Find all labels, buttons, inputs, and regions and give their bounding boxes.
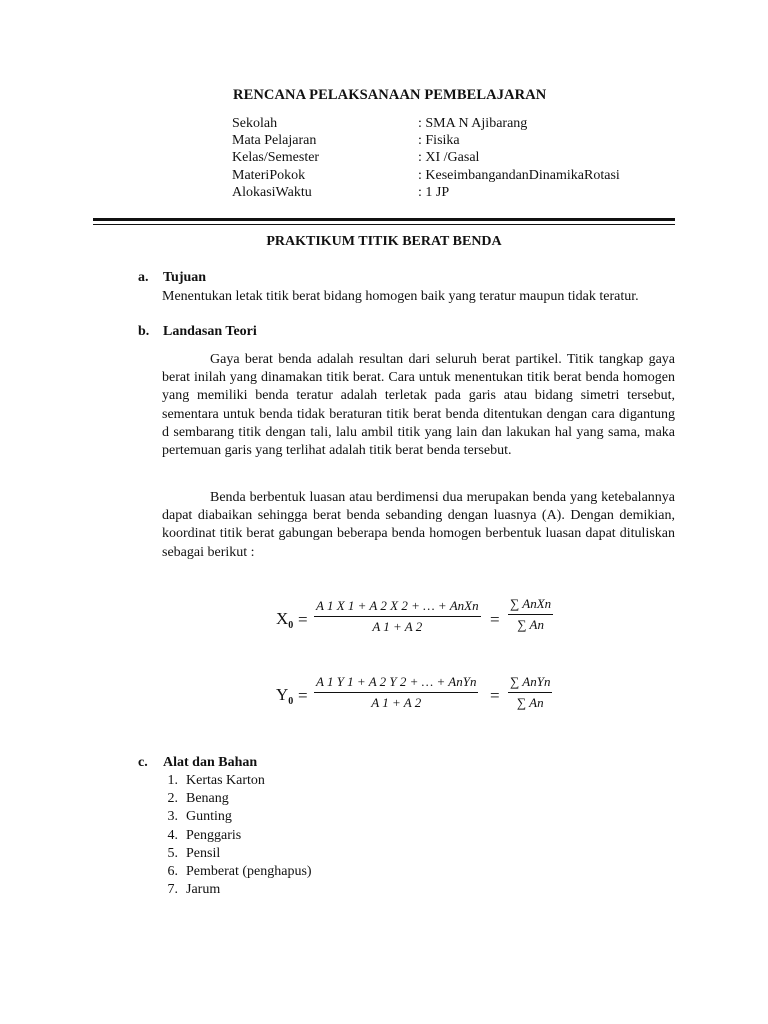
list-item-text: Pemberat (penghapus) — [186, 863, 312, 879]
section-heading-text: Alat dan Bahan — [163, 755, 258, 770]
meta-label: Kelas/Semester — [232, 150, 320, 166]
formula-sum-fraction — [508, 596, 553, 633]
fraction-denominator: ∑ An — [517, 617, 544, 632]
formula-x0 — [276, 592, 606, 648]
meta-value: : XI /Gasal — [418, 150, 480, 166]
list-item-text: Penggaris — [186, 827, 242, 843]
fraction-numerator: A 1 X 1 + A 2 X 2 + … + AnXn — [316, 598, 479, 613]
list-item-text: Benang — [186, 791, 229, 807]
formula-lhs: $Y_0$ — [276, 684, 294, 708]
section-heading-text: Landasan Teori — [163, 324, 257, 339]
section-letter: a. — [138, 270, 149, 285]
fraction-denominator: A 1 + A 2 — [371, 695, 422, 710]
meta-value: : KeseimbangandanDinamikaRotasi — [418, 167, 620, 183]
formula-sum-fraction — [508, 674, 552, 711]
equals-sign: = — [490, 610, 500, 629]
list-item-text: Kertas Karton — [186, 773, 265, 788]
tujuan-text: Menentukan letak titik berat bidang homogen baik yang teratur maupun tidak teratur. — [162, 289, 639, 304]
formula-lhs: $X_0$ — [276, 608, 294, 632]
meta-value: : 1 JP — [418, 184, 450, 200]
meta-value: : Fisika — [418, 133, 460, 149]
list-item-text: Pensil — [186, 845, 221, 861]
list-item-text: Jarum — [186, 882, 221, 898]
fraction-denominator: A 1 + A 2 — [372, 619, 423, 634]
fraction-denominator: ∑ An — [516, 695, 544, 710]
list-item-number: 7. — [167, 882, 178, 898]
equals-sign: = — [490, 686, 500, 705]
landasan-paragraph-1: Gaya berat benda adalah resultan dari seluruh berat partikel. Titik tangkap gaya berat inilah yang dinamakan titik berat. Cara untuk menentukan titik berat benda homogen yang memiliki benda teratur adalah terletak pada garis atau bidang simetri tersebut, sementara untuk benda tidak beraturan titik berat benda ditentukan dengan cara digantung d sembarang titik dengan tali, lalu ambil titik yang lain dan lakukan hal yang sama, maka pertemuan garis yang terlihat adalah titik berat benda tersebut. — [162, 352, 675, 459]
list-item-number: 4. — [167, 827, 178, 843]
section-letter: c. — [138, 755, 148, 770]
landasan-paragraph-2: Benda berbentuk luasan atau berdimensi dua merupakan benda yang ketebalannya dapat diabaikan sehingga berat benda sebanding dengan luasnya (A). Dengan demikian, koordinat titik berat gabungan beberapa benda homogen berbentuk luasan dapat dituliskan sebagai berikut : — [162, 490, 675, 560]
header-divider-thin — [93, 224, 675, 225]
list-item-number: 2. — [167, 791, 178, 807]
formula-y0 — [276, 668, 606, 724]
meta-label: AlokasiWaktu — [232, 184, 312, 200]
list-item-text: Gunting — [186, 809, 232, 825]
list-item-number: 3. — [167, 809, 178, 825]
meta-value: : SMA N Ajibarang — [418, 116, 528, 131]
list-item-number: 5. — [167, 845, 178, 861]
equals-sign: = — [298, 610, 308, 629]
formula-fraction — [314, 598, 481, 635]
section-heading-text: Tujuan — [163, 270, 207, 285]
section-title: PRAKTIKUM TITIK BERAT BENDA — [266, 234, 502, 249]
fraction-numerator: ∑ AnYn — [510, 674, 551, 689]
list-item-number: 6. — [167, 863, 178, 879]
meta-label: Mata Pelajaran — [232, 133, 317, 149]
list-item-number: 1. — [167, 773, 178, 788]
meta-label: MateriPokok — [232, 167, 306, 183]
meta-label: Sekolah — [232, 116, 278, 131]
fraction-numerator: ∑ AnXn — [510, 596, 552, 611]
header-divider-thick — [93, 218, 675, 221]
fraction-numerator: A 1 Y 1 + A 2 Y 2 + … + AnYn — [316, 674, 477, 689]
formula-fraction — [314, 674, 478, 711]
equals-sign: = — [298, 686, 308, 705]
document-title: RENCANA PELAKSANAAN PEMBELAJARAN — [233, 87, 547, 103]
section-letter: b. — [138, 324, 150, 339]
